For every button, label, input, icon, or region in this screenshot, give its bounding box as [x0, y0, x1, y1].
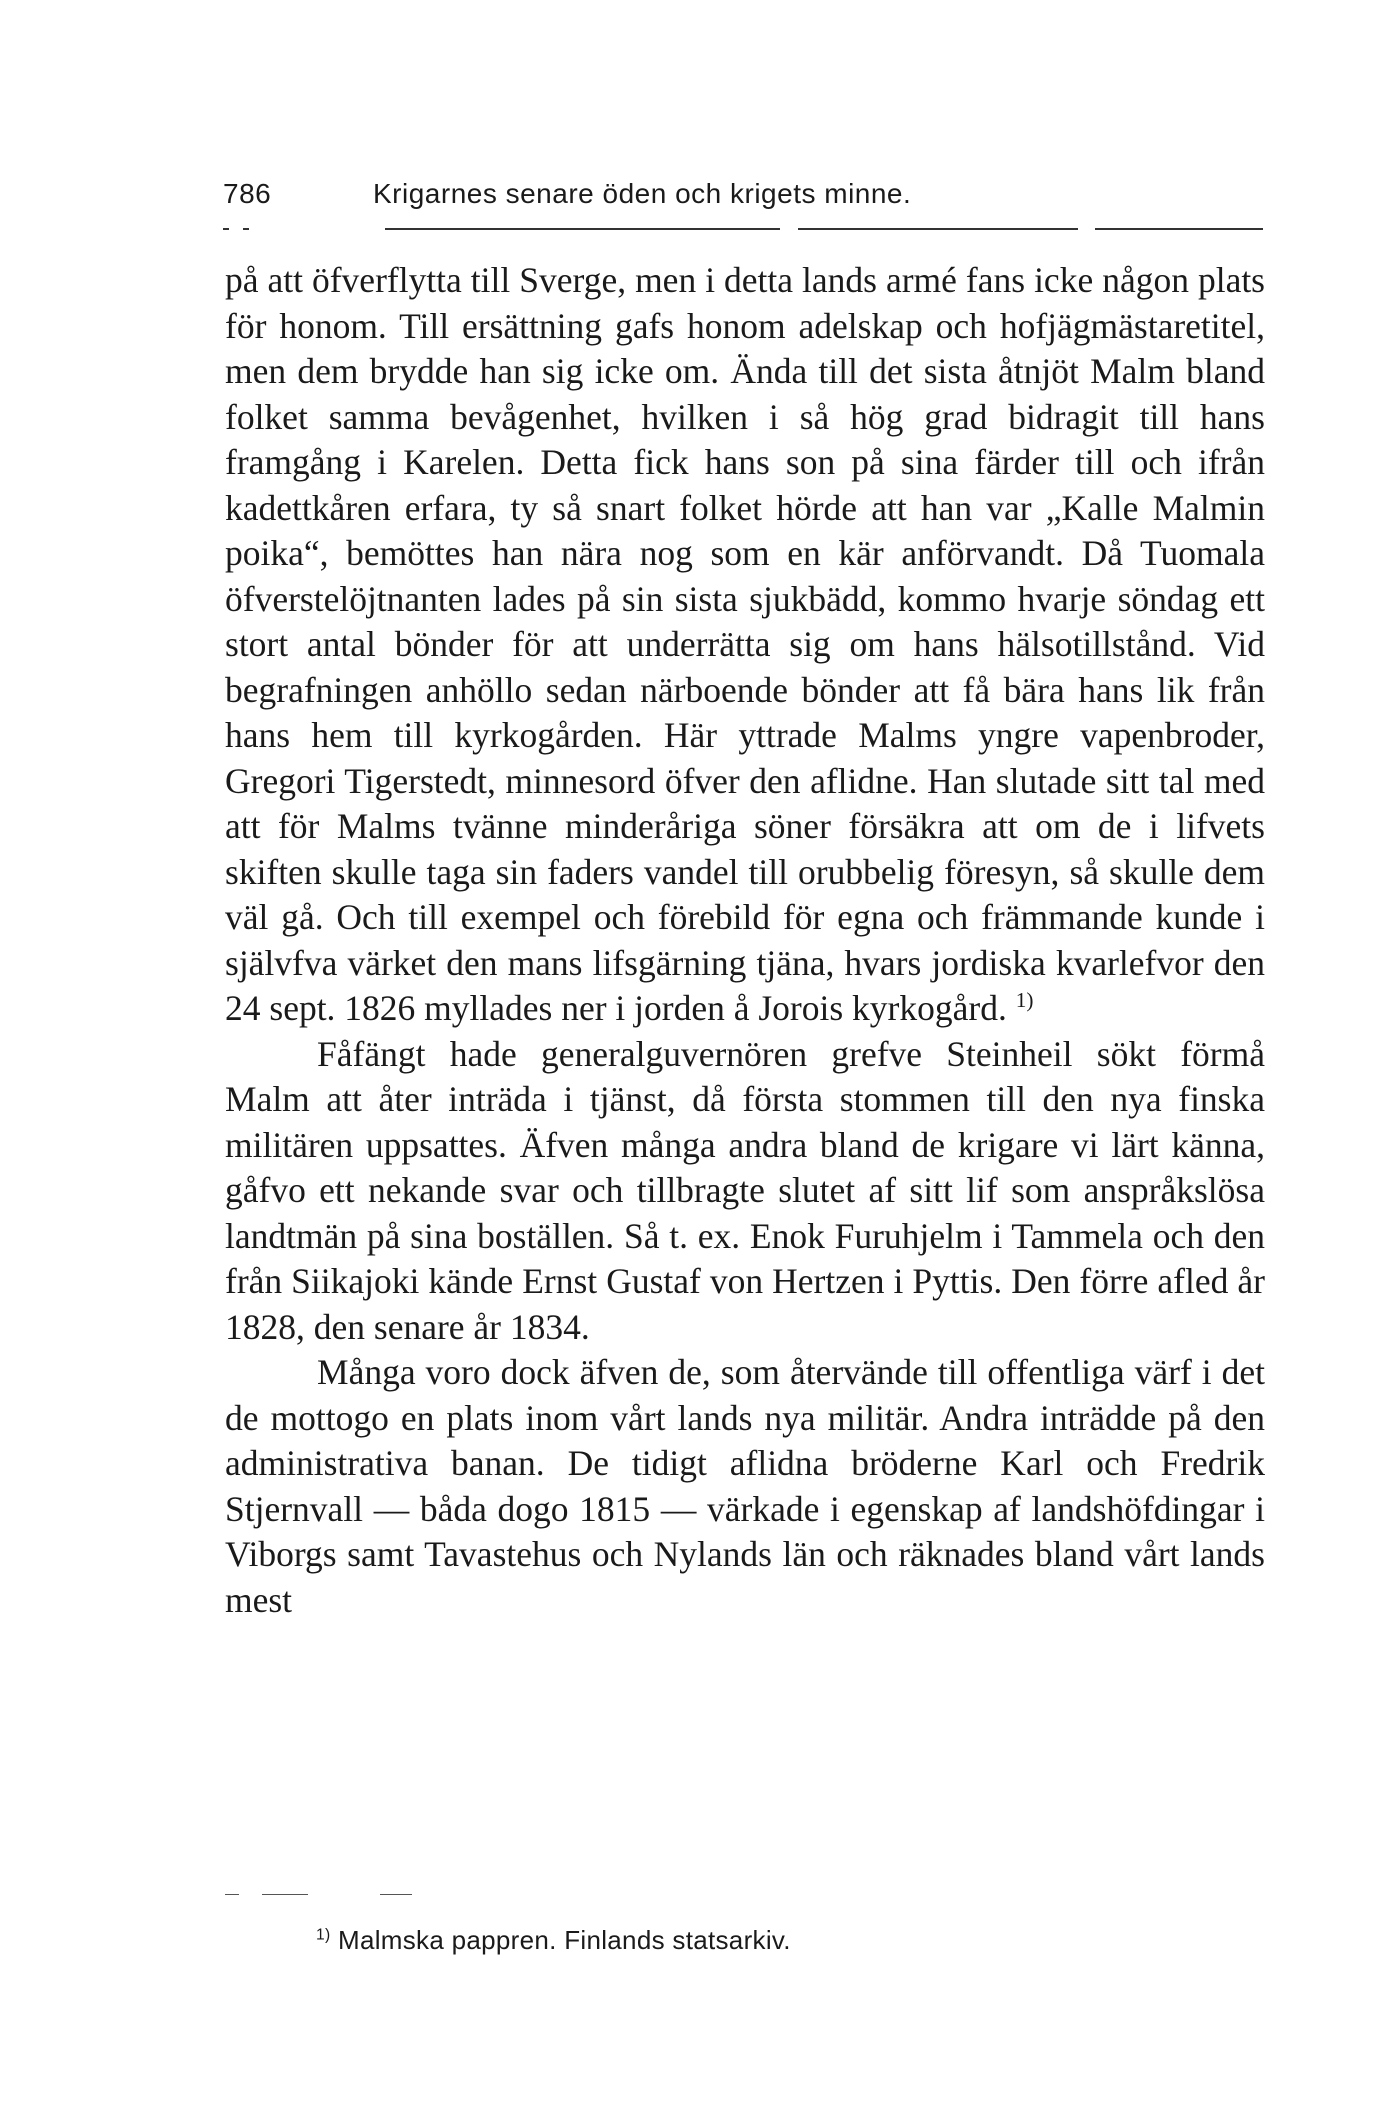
running-title: Krigarnes senare öden och krigets minne. [373, 178, 912, 209]
header-rule-segment [1095, 228, 1263, 230]
footnote-marker: 1) [316, 1926, 331, 1944]
paragraph: Många voro dock äfven de, som återvände till offentliga värf i det de mottogo en plats inom vårt lands nya militär. Andra inträdde på den administrativa banan. De tidigt aflidna bröderne Karl och Fredrik Stjernvall — båda dogo 1815 — värkade i egenskap af landshöfdingar i Viborgs samt Tavastehus och Nylands län och räknades bland vårt lands mest [225, 1352, 1265, 1620]
footnote-rule-segment [380, 1894, 412, 1895]
footnote-text: Malmska pappren. Finlands statsarkiv. [338, 1925, 791, 1955]
header-rule-segment [223, 228, 229, 230]
footnote-reference: 1) [1015, 988, 1034, 1013]
header-rule-segment [798, 228, 1078, 230]
page-header [223, 178, 1263, 218]
paragraph [225, 258, 1265, 1032]
footnote-rule-segment [225, 1894, 239, 1895]
paragraph: Fåfängt hade generalguvernören grefve Steinheil sökt förmå Malm att åter inträda i tjänst, då första stommen till den nya finska militären uppsattes. Äfven många andra bland de krigare vi lärt känna, gåfvo ett nekande svar och tillbragte slutet af sitt lif som anspråkslösa landtmän på sina boställen. Så t. ex. Enok Furuhjelm i Tammela och den från Siikajoki kände Ernst Gustaf von Hertzen i Pyttis. Den förre afled år 1828, den senare år 1834. [225, 1033, 1265, 1347]
page-number: 786 [223, 178, 272, 209]
header-rule-segment [243, 228, 249, 230]
footnote-rule-segment [262, 1894, 308, 1895]
footnote [316, 1925, 791, 1956]
paragraph-text: på att öfverflytta till Sverge, men i detta lands armé fans icke någon plats för honom. Till ersättning gafs honom adelskap och hofjägmästaretitel, men dem brydde han sig icke om. Ända till det sista åtnjöt Malm bland folket samma bevågenhet, hvilken i så hög grad bidragit till hans framgång i Karelen. Detta fick hans son på sina färder till och ifrån kadettkåren erfara, ty så snart folket hörde att han var „Kalle Malmin poika“, bemöttes han nära nog som en kär anförvandt. Då Tuomala öfverstelöjtnanten lades på sin sista sjukbädd, kommo hvarje söndag ett stort antal bönder för att underrätta sig om hans hälsotillstånd. Vid begrafningen anhöllo sedan närboende bönder att få bära hans lik från hans hem till kyrkogården. Här yttrade Malms yngre vapenbroder, Gregori Tigerstedt, minnesord öfver den aflidne. Han slutade sitt tal med att för Malms tvänne minderåriga söner försäkra att om de i lifvets skiften skulle taga sin faders vandel till orubbelig föresyn, så skulle dem väl gå. Och till exempel och förebild för egna och främmande kunde i självfva värket den mans lifsgärning tjäna, hvars jordiska kvarlefvor den 24 sept. 1826 myllades ner i jorden å Jorois kyrkogård. [225, 260, 1265, 1028]
header-rule-segment [385, 228, 780, 230]
body-text [225, 258, 1265, 1623]
